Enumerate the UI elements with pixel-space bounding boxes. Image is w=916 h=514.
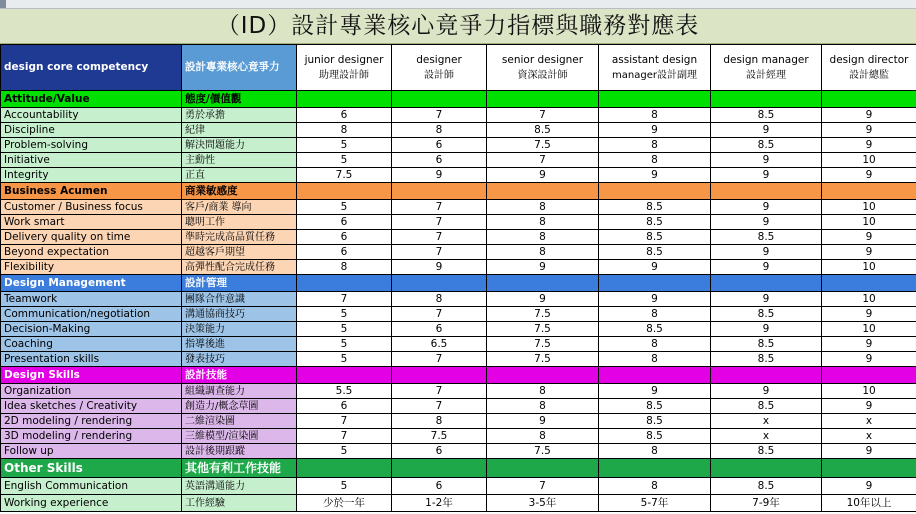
- category-fill-cell: [297, 459, 392, 478]
- role-zh: 設計總監: [849, 69, 889, 81]
- score-cell: 9: [599, 123, 711, 138]
- score-cell: 9: [822, 168, 916, 183]
- competency-en: Decision-Making: [1, 322, 182, 337]
- score-cell: 9: [392, 168, 487, 183]
- table-row: [1, 168, 916, 183]
- score-cell: 6: [392, 478, 487, 495]
- score-cell: 8: [487, 245, 599, 260]
- score-cell: 8: [297, 260, 392, 275]
- score-cell: 9: [711, 292, 822, 307]
- category-fill-cell: [392, 367, 487, 384]
- score-cell: 9: [822, 230, 916, 245]
- score-cell: 8.5: [711, 478, 822, 495]
- role-en: design manager: [723, 53, 809, 66]
- table-row: [1, 384, 916, 399]
- competency-en: Delivery quality on time: [1, 230, 182, 245]
- competency-en: Integrity: [1, 168, 182, 183]
- category-fill-cell: [599, 183, 711, 200]
- competency-zh: 聰明工作: [182, 215, 297, 230]
- score-cell: 10: [822, 322, 916, 337]
- score-cell: 9: [392, 260, 487, 275]
- header-role-designer: [392, 45, 487, 91]
- category-fill-cell: [822, 275, 916, 292]
- score-cell: 8.5: [599, 200, 711, 215]
- competency-en: Teamwork: [1, 292, 182, 307]
- table-row: [1, 230, 916, 245]
- header-competency-zh: 設計專業核心竟爭力: [182, 45, 297, 91]
- table-row: [1, 123, 916, 138]
- competency-en: 2D modeling / rendering: [1, 414, 182, 429]
- category-row-attitude: [1, 91, 916, 108]
- category-fill-cell: [711, 459, 822, 478]
- score-cell: 8.5: [711, 307, 822, 322]
- score-cell: 8: [392, 123, 487, 138]
- score-cell: 9: [711, 245, 822, 260]
- category-label-zh: 商業敏感度: [182, 183, 297, 200]
- category-fill-cell: [392, 459, 487, 478]
- score-cell: 7: [487, 478, 599, 495]
- competency-en: Communication/negotiation: [1, 307, 182, 322]
- toolbar-strip: [0, 0, 916, 9]
- category-fill-cell: [822, 459, 916, 478]
- score-cell: 6: [297, 108, 392, 123]
- competency-en: Coaching: [1, 337, 182, 352]
- score-cell: 8: [599, 337, 711, 352]
- competency-zh: 工作經驗: [182, 495, 297, 512]
- score-cell: 6: [392, 322, 487, 337]
- table-row: [1, 478, 916, 495]
- competency-zh: 創造力/概念草圖: [182, 399, 297, 414]
- competency-zh: 主動性: [182, 153, 297, 168]
- score-cell: 8.5: [711, 337, 822, 352]
- score-cell: 8.5: [711, 444, 822, 459]
- score-cell: 9: [711, 200, 822, 215]
- category-fill-cell: [599, 367, 711, 384]
- score-cell: 8: [392, 414, 487, 429]
- category-fill-cell: [297, 91, 392, 108]
- category-row-management: [1, 275, 916, 292]
- competency-table: [0, 44, 916, 512]
- score-cell: 9: [711, 123, 822, 138]
- competency-zh: 解決問題能力: [182, 138, 297, 153]
- score-cell: 10: [822, 215, 916, 230]
- score-cell: 5: [297, 307, 392, 322]
- table-row: [1, 495, 916, 512]
- score-cell: 8: [599, 307, 711, 322]
- table-row: [1, 399, 916, 414]
- table-row: [1, 322, 916, 337]
- score-cell: 7.5: [487, 138, 599, 153]
- category-label-en: Other Skills: [1, 459, 182, 478]
- category-row-skills: [1, 367, 916, 384]
- category-label-en: Business Acumen: [1, 183, 182, 200]
- score-cell: 9: [822, 352, 916, 367]
- competency-zh: 決策能力: [182, 322, 297, 337]
- category-label-zh: 設計管理: [182, 275, 297, 292]
- category-fill-cell: [599, 459, 711, 478]
- competency-en: Flexibility: [1, 260, 182, 275]
- score-cell: 6: [297, 245, 392, 260]
- role-zh: 助理設計師: [319, 69, 369, 81]
- category-fill-cell: [822, 183, 916, 200]
- category-fill-cell: [711, 183, 822, 200]
- category-label-zh: 其他有利工作技能: [182, 459, 297, 478]
- score-cell: x: [711, 429, 822, 444]
- score-cell: 5.5: [297, 384, 392, 399]
- competency-zh: 客戶/商業 導向: [182, 200, 297, 215]
- score-cell: 1-2年: [392, 495, 487, 512]
- score-cell: 8.5: [599, 399, 711, 414]
- score-cell: 8: [392, 292, 487, 307]
- role-zh: 資深設計師: [517, 69, 568, 81]
- header-role-assistant-design-manager: [599, 45, 711, 91]
- role-zh: manager設計副理: [612, 69, 697, 81]
- score-cell: 8: [487, 399, 599, 414]
- score-cell: 8: [599, 478, 711, 495]
- score-cell: 9: [487, 292, 599, 307]
- competency-en: Idea sketches / Creativity: [1, 399, 182, 414]
- category-fill-cell: [392, 91, 487, 108]
- category-fill-cell: [297, 367, 392, 384]
- category-fill-cell: [711, 367, 822, 384]
- role-en: assistant design: [611, 53, 698, 66]
- category-fill-cell: [392, 183, 487, 200]
- score-cell: 8.5: [711, 399, 822, 414]
- score-cell: 6: [297, 215, 392, 230]
- score-cell: 7: [392, 352, 487, 367]
- score-cell: 7: [297, 429, 392, 444]
- score-cell: 7: [392, 245, 487, 260]
- header-role-design-manager: [711, 45, 822, 91]
- toolbar-mark: [0, 0, 6, 8]
- score-cell: 5: [297, 153, 392, 168]
- competency-zh: 正直: [182, 168, 297, 183]
- competency-en: Organization: [1, 384, 182, 399]
- score-cell: 8.5: [711, 108, 822, 123]
- category-label-en: Design Skills: [1, 367, 182, 384]
- score-cell: 5: [297, 322, 392, 337]
- score-cell: 8: [599, 444, 711, 459]
- score-cell: 10年以上: [822, 495, 916, 512]
- score-cell: 8.5: [487, 123, 599, 138]
- score-cell: 9: [822, 138, 916, 153]
- table-row: [1, 352, 916, 367]
- competency-zh: 設計後期跟蹤: [182, 444, 297, 459]
- score-cell: 少於一年: [297, 495, 392, 512]
- category-row-business: [1, 183, 916, 200]
- header-row: [1, 45, 916, 91]
- score-cell: 9: [711, 153, 822, 168]
- header-role-junior-designer: [297, 45, 392, 91]
- competency-zh: 英語溝通能力: [182, 478, 297, 495]
- score-cell: 9: [487, 414, 599, 429]
- score-cell: 7: [392, 215, 487, 230]
- score-cell: 9: [822, 123, 916, 138]
- category-fill-cell: [297, 275, 392, 292]
- table-row: [1, 245, 916, 260]
- score-cell: 8.5: [599, 230, 711, 245]
- score-cell: 8: [599, 153, 711, 168]
- score-cell: 9: [599, 260, 711, 275]
- score-cell: 9: [487, 168, 599, 183]
- score-cell: 9: [822, 337, 916, 352]
- category-fill-cell: [599, 91, 711, 108]
- category-fill-cell: [487, 367, 599, 384]
- score-cell: 8: [297, 123, 392, 138]
- score-cell: 3-5年: [487, 495, 599, 512]
- score-cell: 6: [392, 153, 487, 168]
- table-row: [1, 444, 916, 459]
- table-row: [1, 292, 916, 307]
- score-cell: 9: [711, 322, 822, 337]
- score-cell: 7: [392, 200, 487, 215]
- table-row: [1, 153, 916, 168]
- score-cell: 9: [487, 260, 599, 275]
- competency-en: Discipline: [1, 123, 182, 138]
- score-cell: 6: [297, 230, 392, 245]
- table-row: [1, 429, 916, 444]
- category-fill-cell: [822, 367, 916, 384]
- competency-zh: 組織調查能力: [182, 384, 297, 399]
- score-cell: 5: [297, 444, 392, 459]
- category-row-other: [1, 459, 916, 478]
- category-fill-cell: [487, 459, 599, 478]
- competency-en: Working experience: [1, 495, 182, 512]
- score-cell: 8.5: [599, 429, 711, 444]
- competency-en: 3D modeling / rendering: [1, 429, 182, 444]
- score-cell: 9: [599, 168, 711, 183]
- score-cell: 5: [297, 138, 392, 153]
- score-cell: 8: [599, 352, 711, 367]
- category-fill-cell: [822, 91, 916, 108]
- score-cell: 8.5: [711, 230, 822, 245]
- score-cell: 7: [392, 399, 487, 414]
- table-row: [1, 414, 916, 429]
- score-cell: 7: [487, 153, 599, 168]
- score-cell: 8.5: [711, 138, 822, 153]
- category-label-en: Attitude/Value: [1, 91, 182, 108]
- role-zh: 設計經理: [746, 69, 786, 81]
- score-cell: x: [711, 414, 822, 429]
- score-cell: 8: [487, 200, 599, 215]
- score-cell: 10: [822, 292, 916, 307]
- category-fill-cell: [711, 91, 822, 108]
- competency-zh: 溝通協商技巧: [182, 307, 297, 322]
- score-cell: 7: [392, 230, 487, 245]
- score-cell: 5: [297, 337, 392, 352]
- category-fill-cell: [487, 275, 599, 292]
- competency-en: Initiative: [1, 153, 182, 168]
- table-row: [1, 200, 916, 215]
- role-zh: 設計師: [424, 69, 454, 81]
- score-cell: 9: [711, 168, 822, 183]
- competency-zh: 二維渲染圖: [182, 414, 297, 429]
- competency-en: Work smart: [1, 215, 182, 230]
- score-cell: 9: [822, 307, 916, 322]
- score-cell: 6: [392, 444, 487, 459]
- score-cell: 6: [392, 138, 487, 153]
- competency-en: Presentation skills: [1, 352, 182, 367]
- category-label-en: Design Management: [1, 275, 182, 292]
- score-cell: 7.5: [392, 429, 487, 444]
- score-cell: 9: [822, 444, 916, 459]
- score-cell: 10: [822, 260, 916, 275]
- score-cell: 8: [599, 108, 711, 123]
- score-cell: 7.5: [297, 168, 392, 183]
- score-cell: 5: [297, 200, 392, 215]
- category-fill-cell: [487, 91, 599, 108]
- score-cell: 7: [392, 384, 487, 399]
- competency-en: Accountability: [1, 108, 182, 123]
- header-role-design-director: [822, 45, 916, 91]
- role-en: senior designer: [501, 53, 584, 66]
- score-cell: 9: [822, 478, 916, 495]
- role-en: design director: [829, 53, 909, 66]
- score-cell: 9: [711, 384, 822, 399]
- score-cell: 7: [297, 292, 392, 307]
- score-cell: 8: [599, 138, 711, 153]
- score-cell: 9: [822, 245, 916, 260]
- competency-zh: 紀律: [182, 123, 297, 138]
- competency-en: Problem-solving: [1, 138, 182, 153]
- score-cell: 8.5: [711, 352, 822, 367]
- category-fill-cell: [297, 183, 392, 200]
- competency-zh: 超越客戶期望: [182, 245, 297, 260]
- category-label-zh: 態度/價值觀: [182, 91, 297, 108]
- score-cell: 8: [487, 384, 599, 399]
- role-en: junior designer: [304, 53, 384, 66]
- competency-zh: 發表技巧: [182, 352, 297, 367]
- category-label-zh: 設計技能: [182, 367, 297, 384]
- competency-zh: 指導後進: [182, 337, 297, 352]
- score-cell: 9: [822, 399, 916, 414]
- score-cell: 9: [599, 292, 711, 307]
- score-cell: 7: [392, 108, 487, 123]
- score-cell: 7.5: [487, 352, 599, 367]
- score-cell: 8.5: [599, 215, 711, 230]
- score-cell: 5: [297, 478, 392, 495]
- score-cell: 10: [822, 384, 916, 399]
- score-cell: x: [822, 414, 916, 429]
- score-cell: 5: [297, 352, 392, 367]
- score-cell: 7: [297, 414, 392, 429]
- competency-zh: 高彈性配合完成任務: [182, 260, 297, 275]
- competency-en: Customer / Business focus: [1, 200, 182, 215]
- score-cell: 8.5: [599, 245, 711, 260]
- score-cell: 8.5: [599, 322, 711, 337]
- score-cell: 7.5: [487, 307, 599, 322]
- score-cell: 8: [487, 230, 599, 245]
- table-title: （ID）設計專業核心竟爭力指標與職務對應表: [0, 9, 916, 44]
- score-cell: 9: [711, 260, 822, 275]
- score-cell: 10: [822, 200, 916, 215]
- score-cell: 5-7年: [599, 495, 711, 512]
- table-row: [1, 108, 916, 123]
- score-cell: 7.5: [487, 337, 599, 352]
- score-cell: 9: [599, 384, 711, 399]
- competency-zh: 團隊合作意識: [182, 292, 297, 307]
- table-row: [1, 260, 916, 275]
- category-fill-cell: [711, 275, 822, 292]
- score-cell: 7-9年: [711, 495, 822, 512]
- competency-zh: 勇於承擔: [182, 108, 297, 123]
- category-fill-cell: [392, 275, 487, 292]
- score-cell: 10: [822, 153, 916, 168]
- score-cell: x: [822, 429, 916, 444]
- competency-en: English Communication: [1, 478, 182, 495]
- score-cell: 9: [822, 108, 916, 123]
- score-cell: 7.5: [487, 444, 599, 459]
- table-row: [1, 138, 916, 153]
- table-row: [1, 307, 916, 322]
- category-fill-cell: [487, 183, 599, 200]
- score-cell: 8.5: [599, 414, 711, 429]
- table-row: [1, 215, 916, 230]
- score-cell: 7: [487, 108, 599, 123]
- score-cell: 6.5: [392, 337, 487, 352]
- competency-zh: 三維模型/渲染圖: [182, 429, 297, 444]
- table-row: [1, 337, 916, 352]
- score-cell: 8: [487, 429, 599, 444]
- score-cell: 9: [711, 215, 822, 230]
- role-en: designer: [416, 53, 462, 66]
- score-cell: 7: [392, 307, 487, 322]
- header-role-senior-designer: [487, 45, 599, 91]
- score-cell: 6: [297, 399, 392, 414]
- header-competency-en: design core competency: [1, 45, 182, 91]
- competency-zh: 準時完成高品質任務: [182, 230, 297, 245]
- score-cell: 7.5: [487, 322, 599, 337]
- competency-en: Beyond expectation: [1, 245, 182, 260]
- score-cell: 8: [487, 215, 599, 230]
- competency-en: Follow up: [1, 444, 182, 459]
- category-fill-cell: [599, 275, 711, 292]
